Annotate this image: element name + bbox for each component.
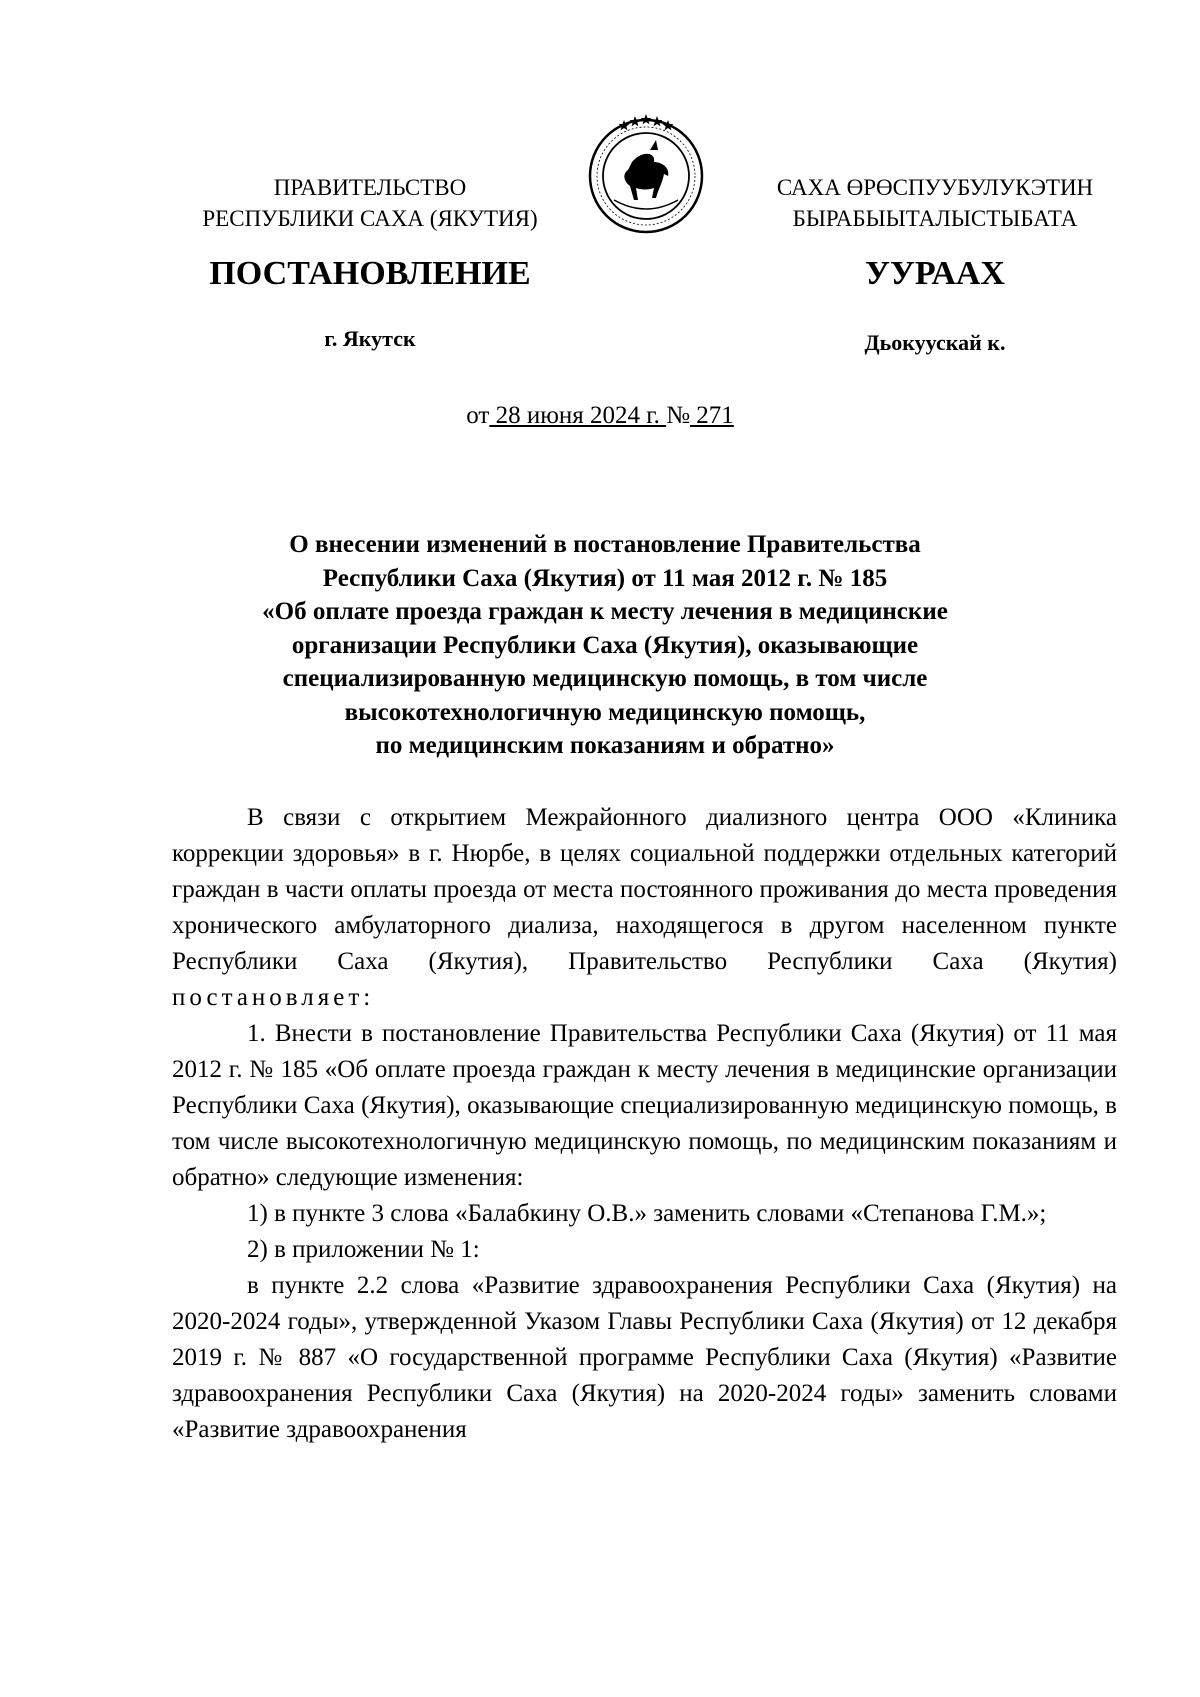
- paragraph-item-1: 1. Внести в постановление Правительства Республики Саха (Якутия) от 11 мая 2012 г. № 185 «Об оплате проезда граждан к месту лечения в медицинские организации Республики Саха (Якутия), оказывающие специализированную медицинскую помощь, в том числе высокотехнологичную медицинскую помощь, по медицинским показаниям и обратно» следующие изменения:: [172, 1020, 1117, 1191]
- number-value: 271: [690, 402, 734, 429]
- paragraph-subitem-1: 1) в пункте 3 слова «Балабкину О.В.» заменить словами «Степанова Г.М.»;: [247, 1200, 1047, 1227]
- header-left: [170, 172, 570, 234]
- document-body: [172, 800, 1117, 1448]
- city-russian: г. Якутск: [324, 326, 416, 351]
- paragraph-preamble: [172, 800, 1117, 1016]
- title-line: организации Республики Саха (Якутия), оказывающие: [291, 631, 919, 659]
- title-line: высокотехнологичную медицинскую помощь,: [344, 698, 866, 726]
- header-left-line1: ПРАВИТЕЛЬСТВО: [273, 175, 467, 200]
- number-sign: №: [666, 402, 691, 429]
- date-value: 28 июня 2024 г.: [489, 402, 667, 429]
- preamble-text: В связи с открытием Межрайонного диализного центра ООО «Клиника коррекции здоровья» в г. Нюрбе, в целях социальной поддержки отдельных категорий граждан в части оплаты проезда от места постоянного проживания до места проведения хронического амбулаторного диализа, находящегося в другом населенном пункте Республики Саха (Якутия), Правительство Республики Саха (Якутия): [172, 804, 1117, 975]
- date-prefix: от: [466, 402, 490, 429]
- date-line: [0, 402, 1200, 430]
- title-line: О внесении изменений в постановление Правительства: [289, 531, 921, 558]
- title-line: специализированную медицинскую помощь, в том числе: [282, 665, 928, 692]
- header-right: [735, 172, 1135, 234]
- title-line: Республики Саха (Якутия) от 11 мая 2012 г. № 185: [322, 564, 888, 592]
- emblem-icon: [584, 110, 708, 234]
- header-left-line2: РЕСПУБЛИКИ САХА (ЯКУТИЯ): [202, 206, 538, 231]
- title-line: «Об оплате проезда граждан к месту лечения в медицинские: [262, 598, 948, 625]
- paragraph-subitem-2: 2) в приложении № 1:: [247, 1236, 480, 1263]
- resolves-word: постановляет:: [172, 984, 375, 1011]
- doc-type-russian: ПОСТАНОВЛЕНИЕ: [209, 255, 531, 292]
- paragraph-clause-2-2: в пункте 2.2 слова «Развитие здравоохранения Республики Саха (Якутия) на 2020-2024 годы», утвержденной Указом Главы Республики Саха (Якутия) от 12 декабря 2019 г. № 887 «О государственной программе Республики Саха (Якутия) «Развитие здравоохранения Республики Саха (Якутия) на 2020-2024 годы» заменить словами «Развитие здравоохранения: [172, 1272, 1117, 1443]
- document-title: [170, 528, 1040, 763]
- city-yakut: Дьокуускай к.: [864, 330, 1006, 355]
- header-right-line1: САХА ӨРӨСПУУБУЛУКЭТИН: [776, 175, 1094, 200]
- doc-type-yakut: УУРААХ: [865, 255, 1005, 292]
- title-line: по медицинским показаниям и обратно»: [375, 732, 835, 759]
- header-right-line2: БЫРАБЫЫТАЛЫСТЫБАТА: [792, 206, 1078, 231]
